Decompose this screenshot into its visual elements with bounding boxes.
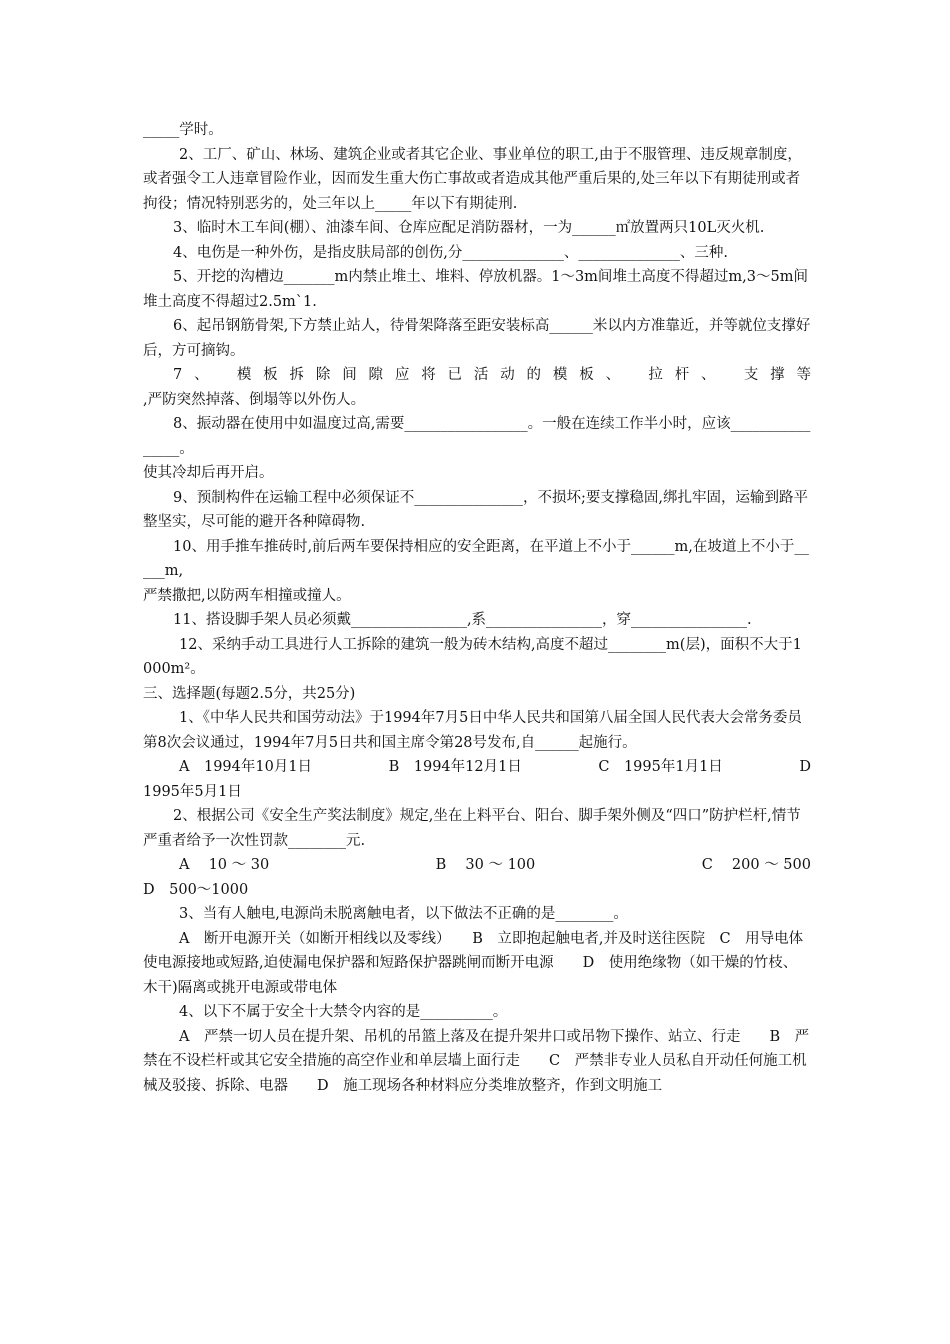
choice-2-options (143, 853, 811, 878)
question-8-cont: 使其冷却后再开启。 (143, 465, 274, 481)
choice-1-option-c: C 1995年1月1日 (598, 759, 723, 775)
choice-3-options: A 断开电源开关（如断开相线以及零线） B 立即抱起触电者,并及时送往医院 C 用导电体使电源接地或短路,迫使漏电保护器和短路保护器跳闸而断开电源 D 使用绝缘物（如干燥的竹枝、木干)隔离或挑开电源或带电体 (143, 930, 804, 996)
choice-1-option-d: D (799, 759, 811, 775)
choice-1-option-d-value: 1995年5月1日 (143, 783, 242, 800)
question-10-cont: 严禁撒把,以防两车相撞或撞人。 (143, 587, 351, 604)
choice-1-option-b: B 1994年12月1日 (388, 759, 522, 775)
question-12: 12、采纳手动工具进行人工拆除的建筑一般为砖木结构,高度不超过________m(层)，面积不大于1000m²。 (143, 636, 802, 677)
choice-4: 4、以下不属于安全十大禁令内容的是__________。 (179, 1004, 508, 1020)
question-7-line2: ,严防突然掉落、倒塌等以外伤人。 (143, 391, 366, 408)
question-2: 2、工厂、矿山、林场、建筑企业或者其它企业、事业单位的职工,由于不服管理、违反规章制度，或者强令工人违章冒险作业，因而发生重大伤亡事故或者造成其他严重后果的,处三年以下有期徒刑或者拘役；情况特别恶劣的，处三年以上_____年以下有期徒刑. (143, 146, 802, 212)
document-page (143, 118, 811, 1098)
choice-2-option-b: B 30 ～ 100 (435, 857, 536, 873)
choice-2-option-a: A 10 ～ 30 (179, 857, 270, 873)
choice-4-options: A 严禁一切人员在提升架、吊机的吊篮上落及在提升架井口或吊物下操作、站立、行走 B 严禁在不设栏杆或其它安全措施的高空作业和单层墙上面行走 C 严禁非专业人员私自开动任何施工机械及驳接、拆除、电器 D 施工现场各种材料应分类堆放整齐，作到文明施工 (143, 1028, 810, 1094)
question-4: 4、电伤是一种外伤，是指皮肤局部的创伤,分______________、______________、三种. (173, 244, 728, 261)
choice-1-options (143, 755, 811, 780)
choice-1: 1、《中华人民共和国劳动法》于1994年7月5日中华人民共和国第八届全国人民代表大会常务委员第8次会议通过，1994年7月5日共和国主席令第28号发布,自______起施行。 (143, 710, 802, 751)
choice-1-option-a: A 1994年10月1日 (179, 759, 313, 775)
choice-2: 2、根据公司《安全生产奖法制度》规定,坐在上料平台、阳台、脚手架外侧及“四口”防护栏杆,情节严重者给予一次性罚款________元. (143, 808, 801, 849)
question-7-line1: 7、 模板拆除间隙应将已活动的模板、 拉杆、 支撑等 (173, 367, 811, 383)
question-3: 3、临时木工车间(棚）、油漆车间、仓库应配足消防器材，一为______㎡放置两只10L灭火机. (173, 220, 765, 236)
question-9: 9、预制构件在运输工程中必须保证不_______________，不损坏;要支撑稳固,绑扎牢固，运输到路平整坚实，尽可能的避开各种障碍物. (143, 489, 808, 530)
question-5: 5、开挖的沟槽边_______m内禁止堆土、堆料、停放机器。1～3m间堆土高度不得超过m,3～5m间堆土高度不得超过2.5m`1. (143, 269, 808, 310)
choice-3: 3、当有人触电,电源尚未脱离触电者，以下做法不正确的是________。 (179, 906, 628, 922)
question-10: 10、用手推车推砖时,前后两车要保持相应的安全距离，在平道上不小于______m,在坡道上不小于_____m, (143, 538, 809, 579)
section-3-heading: 三、选择题(每题2.5分，共25分) (143, 685, 356, 702)
question-8: 8、振动器在使用中如温度过高,需要_________________。一般在连续工作半小时，应该________________。 (143, 416, 811, 457)
question-11: 11、搭设脚手架人员必须戴________________,系________________，穿________________. (173, 612, 752, 628)
question-6: 6、起吊钢筋骨架,下方禁止站人，待骨架降落至距安装标高______米以内方准靠近，并等就位支撑好后，方可摘钩。 (143, 318, 811, 359)
line-hours: _____学时。 (143, 122, 223, 138)
choice-2-option-d: D 500～1000 (143, 881, 249, 898)
choice-2-option-c: C 200 ～ 500 (701, 857, 811, 873)
